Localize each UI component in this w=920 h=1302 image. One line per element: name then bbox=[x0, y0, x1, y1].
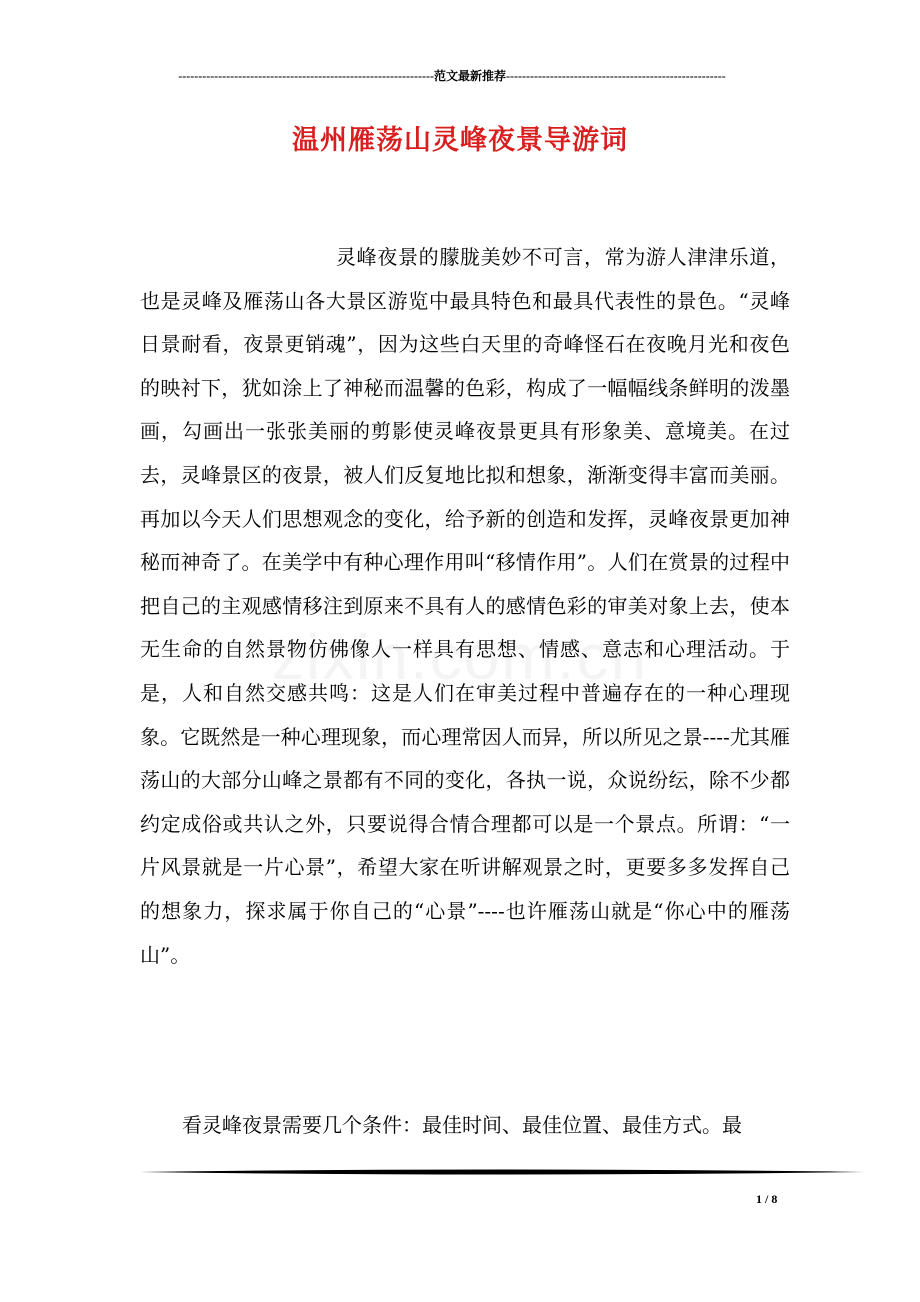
paragraph-1: 灵峰夜景的朦胧美妙不可言，常为游人津津乐道，也是灵峰及雁荡山各大景区游览中最具特色和最具代表性的景色。“灵峰日景耐看，夜景更销魂”，因为这些白天里的奇峰怪石在夜晚月光和夜色的映衬下，犹如涂上了神秘而温馨的色彩，构成了一幅幅线条鲜明的泼墨画，勾画出一张张美丽的剪影使灵峰夜景更具有形象美、意境美。在过去，灵峰景区的夜景，被人们反复地比拟和想象，渐渐变得丰富而美丽。再加以今天人们思想观念的变化，给予新的创造和发挥，灵峰夜景更加神秘而神奇了。在美学中有种心理作用叫“移情作用”。人们在赏景的过程中把自己的主观感情移注到原来不具有人的感情色彩的审美对象上去，使本无生命的自然景物仿佛像人一样具有思想、情感、意志和心理活动。于是，人和自然交感共鸣：这是人们在审美过程中普遍存在的一种心理现象。它既然是一种心理现象，而心理常因人而异，所以所见之景----尤其雁荡山的大部分山峰之景都有不同的变化，各执一说，众说纷纭，除不少都约定成俗或共认之外，只要说得合情合理都可以是一个景点。所谓：“一片风景就是一片心景”，希望大家在听讲解观景之时，更要多多发挥自己的想象力，探求属于你自己的“心景”----也许雁荡山就是“你心中的雁荡山”。 bbox=[140, 245, 790, 967]
watermark-text bbox=[0, 620, 920, 694]
footer-divider bbox=[140, 1168, 864, 1176]
page-header: ----------------------------------------------------------------范文最新推荐------------------------------------------------------- bbox=[178, 69, 726, 83]
page-number: 1 / 8 bbox=[756, 1192, 778, 1206]
paragraph-2: 看灵峰夜景需要几个条件：最佳时间、最佳位置、最佳方式。最 bbox=[182, 1113, 742, 1137]
document-title: 温州雁荡山灵峰夜景导游词 bbox=[292, 125, 628, 156]
document-body bbox=[140, 236, 790, 977]
